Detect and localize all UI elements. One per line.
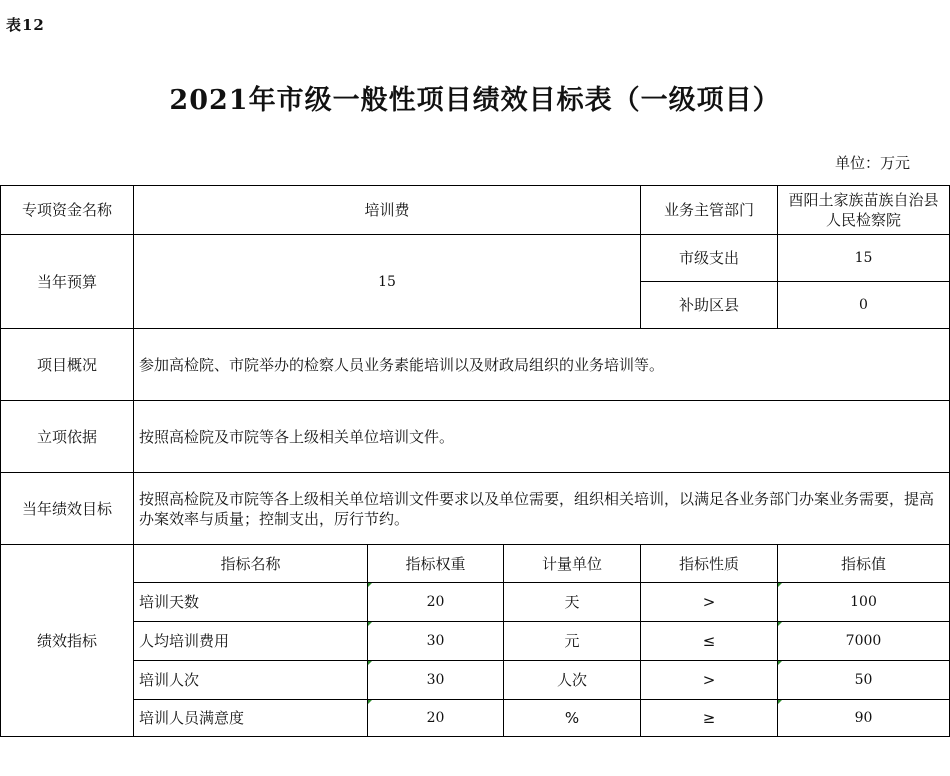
basis-text: 按照高检院及市院等各上级相关单位培训文件。 [134,401,950,473]
performance-table [0,185,950,737]
table-row [1,186,950,235]
indicator-value: 100 [778,583,950,622]
fund-name-value: 培训费 [134,186,641,235]
indicator-weight: 30 [368,661,504,700]
indicators-label: 绩效指标 [1,545,134,737]
indicator-name: 培训人次 [134,661,368,700]
basis-label: 立项依据 [1,401,134,473]
document-title: 2021年市级一般性项目绩效目标表（一级项目） [169,85,781,116]
indicator-nature: ≤ [641,622,778,661]
dept-label: 业务主管部门 [641,186,778,235]
indicator-nature: ≥ [641,700,778,737]
indicator-nature: > [641,583,778,622]
goal-label: 当年绩效目标 [1,473,134,545]
column-header: 计量单位 [504,545,641,583]
fund-name-label: 专项资金名称 [1,186,134,235]
indicator-row [1,661,950,700]
indicator-name: 培训天数 [134,583,368,622]
goal-text: 按照高检院及市院等各上级相关单位培训文件要求以及单位需要，组织相关培训，以满足各业务部门办案业务需要，提高办案效率与质量；控制支出，厉行节约。 [134,473,950,545]
indicator-unit: 天 [504,583,641,622]
indicator-value: 50 [778,661,950,700]
indicator-row [1,622,950,661]
unit-note: 单位：万元 [834,154,910,172]
indicator-header-row [1,545,950,583]
budget-value: 15 [134,235,641,329]
table-row [1,329,950,401]
budget-label: 当年预算 [1,235,134,329]
overview-label: 项目概况 [1,329,134,401]
column-header: 指标名称 [134,545,368,583]
indicator-weight: 30 [368,622,504,661]
indicator-weight: 20 [368,700,504,737]
column-header: 指标性质 [641,545,778,583]
indicator-value: 90 [778,700,950,737]
indicator-unit: % [504,700,641,737]
indicator-row [1,583,950,622]
subsidy-value: 0 [778,282,950,329]
indicator-unit: 人次 [504,661,641,700]
indicator-name: 培训人员满意度 [134,700,368,737]
column-header: 指标权重 [368,545,504,583]
table-number: 表12 [6,16,45,34]
indicator-weight: 20 [368,583,504,622]
subsidy-label: 补助区县 [641,282,778,329]
indicator-unit: 元 [504,622,641,661]
city-expenditure-value: 15 [778,235,950,282]
indicator-row [1,700,950,737]
table-row [1,235,950,282]
indicator-nature: > [641,661,778,700]
overview-text: 参加高检院、市院举办的检察人员业务素能培训以及财政局组织的业务培训等。 [134,329,950,401]
indicator-name: 人均培训费用 [134,622,368,661]
indicator-value: 7000 [778,622,950,661]
dept-value: 酉阳土家族苗族自治县人民检察院 [778,186,950,235]
column-header: 指标值 [778,545,950,583]
city-expenditure-label: 市级支出 [641,235,778,282]
table-row [1,401,950,473]
table-row [1,473,950,545]
